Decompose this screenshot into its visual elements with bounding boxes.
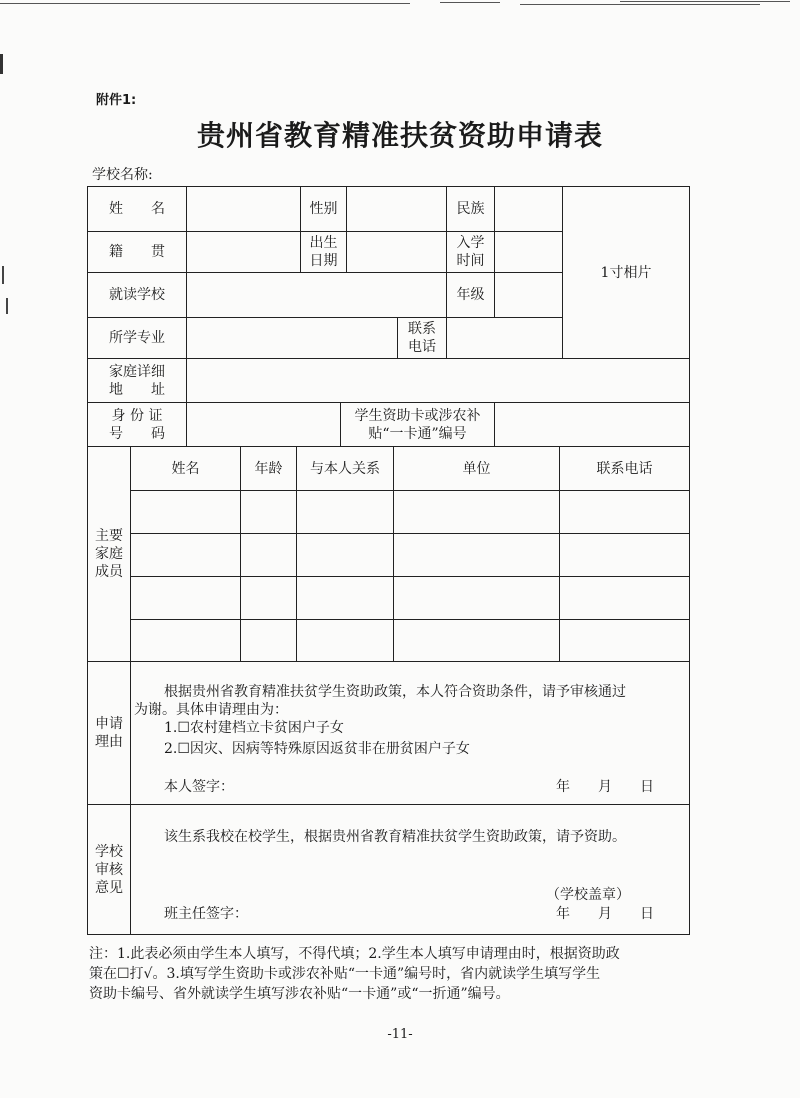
school-field[interactable] — [187, 273, 446, 317]
review-text: 该生系我校在校学生，根据贵州省教育精准扶贫学生资助政策，请予资助。 — [164, 829, 626, 845]
school-stamp-label: （学校盖章） — [546, 887, 630, 903]
page-title: 贵州省教育精准扶贫资助申请表 — [196, 119, 603, 152]
family-header-relation: 与本人关系 — [310, 460, 380, 477]
teacher-signature-label: 班主任签字： — [164, 906, 248, 922]
major-field[interactable] — [187, 318, 397, 358]
reason-section-label: 申请 理由 — [95, 716, 123, 750]
gender-field[interactable] — [347, 187, 446, 231]
ethnicity-field[interactable] — [495, 187, 562, 231]
card-number-field[interactable] — [495, 403, 689, 446]
grade-field[interactable] — [495, 273, 562, 317]
page-number: -11- — [387, 1027, 413, 1042]
binding-mark — [2, 266, 4, 284]
notes-line-2: 策在☐打√。3.填写学生资助卡或涉农补贴“一卡通”编号时，省内就读学生填写学生 — [89, 966, 601, 982]
photo-box: 1寸相片 — [600, 264, 652, 281]
reason-line-2: 为谢。具体申请理由为： — [134, 702, 288, 718]
family-header-name: 姓名 — [171, 460, 200, 477]
table-row[interactable] — [131, 491, 689, 533]
gender-label: 性别 — [309, 201, 338, 217]
native-place-label: 籍 贯 — [109, 244, 165, 260]
ethnicity-label: 民族 — [456, 201, 485, 217]
phone-label: 联系 电话 — [408, 321, 436, 355]
reason-option-2[interactable]: 2.☐因灾、因病等特殊原因返贫非在册贫困户子女 — [164, 741, 470, 757]
applicant-signature-date: 年 月 日 — [556, 779, 654, 795]
school-name-label: 学校名称: — [92, 167, 153, 183]
teacher-signature-date: 年 月 日 — [556, 906, 654, 922]
family-header-employer: 单位 — [462, 460, 491, 477]
reason-option-1[interactable]: 1.☐农村建档立卡贫困户子女 — [164, 720, 344, 736]
card-number-label: 学生资助卡或涉农补 贴“一卡通”编号 — [354, 407, 481, 442]
phone-field[interactable] — [447, 318, 562, 358]
major-label: 所学专业 — [109, 330, 165, 346]
birth-date-field[interactable] — [347, 232, 446, 272]
binding-mark — [0, 54, 3, 74]
address-label: 家庭详细 地 址 — [109, 363, 165, 398]
id-number-label: 身 份 证 号 码 — [109, 407, 165, 442]
reason-line-1: 根据贵州省教育精准扶贫学生资助政策，本人符合资助条件，请予审核通过 — [164, 684, 626, 700]
family-header-age: 年龄 — [254, 460, 283, 477]
binding-mark — [6, 298, 8, 314]
scan-edge — [0, 0, 800, 10]
review-section-label: 学校 审核 意见 — [95, 843, 123, 896]
table-row[interactable] — [131, 577, 689, 619]
grade-label: 年级 — [456, 287, 485, 303]
table-row[interactable] — [131, 620, 689, 661]
applicant-signature-label: 本人签字： — [164, 779, 234, 795]
table-row[interactable] — [131, 534, 689, 576]
birth-date-label: 出生 日期 — [309, 235, 338, 269]
enroll-date-field[interactable] — [495, 232, 562, 272]
native-place-field[interactable] — [187, 232, 300, 272]
notes-line-1: 注：1.此表必须由学生本人填写，不得代填；2.学生本人填写申请理由时，根据资助政 — [89, 946, 620, 962]
family-header-phone: 联系电话 — [596, 460, 653, 477]
family-section-label: 主要 家庭 成员 — [95, 528, 123, 580]
name-label: 姓 名 — [109, 201, 165, 217]
enroll-date-label: 入学 时间 — [456, 235, 485, 269]
notes-line-3: 资助卡编号、省外就读学生填写涉农补贴“一卡通”或“一折通”编号。 — [89, 986, 510, 1002]
attachment-label: 附件1: — [96, 93, 137, 108]
school-label: 就读学校 — [109, 287, 165, 303]
id-number-field[interactable] — [187, 403, 340, 446]
address-field[interactable] — [187, 359, 689, 402]
name-field[interactable] — [187, 187, 300, 231]
